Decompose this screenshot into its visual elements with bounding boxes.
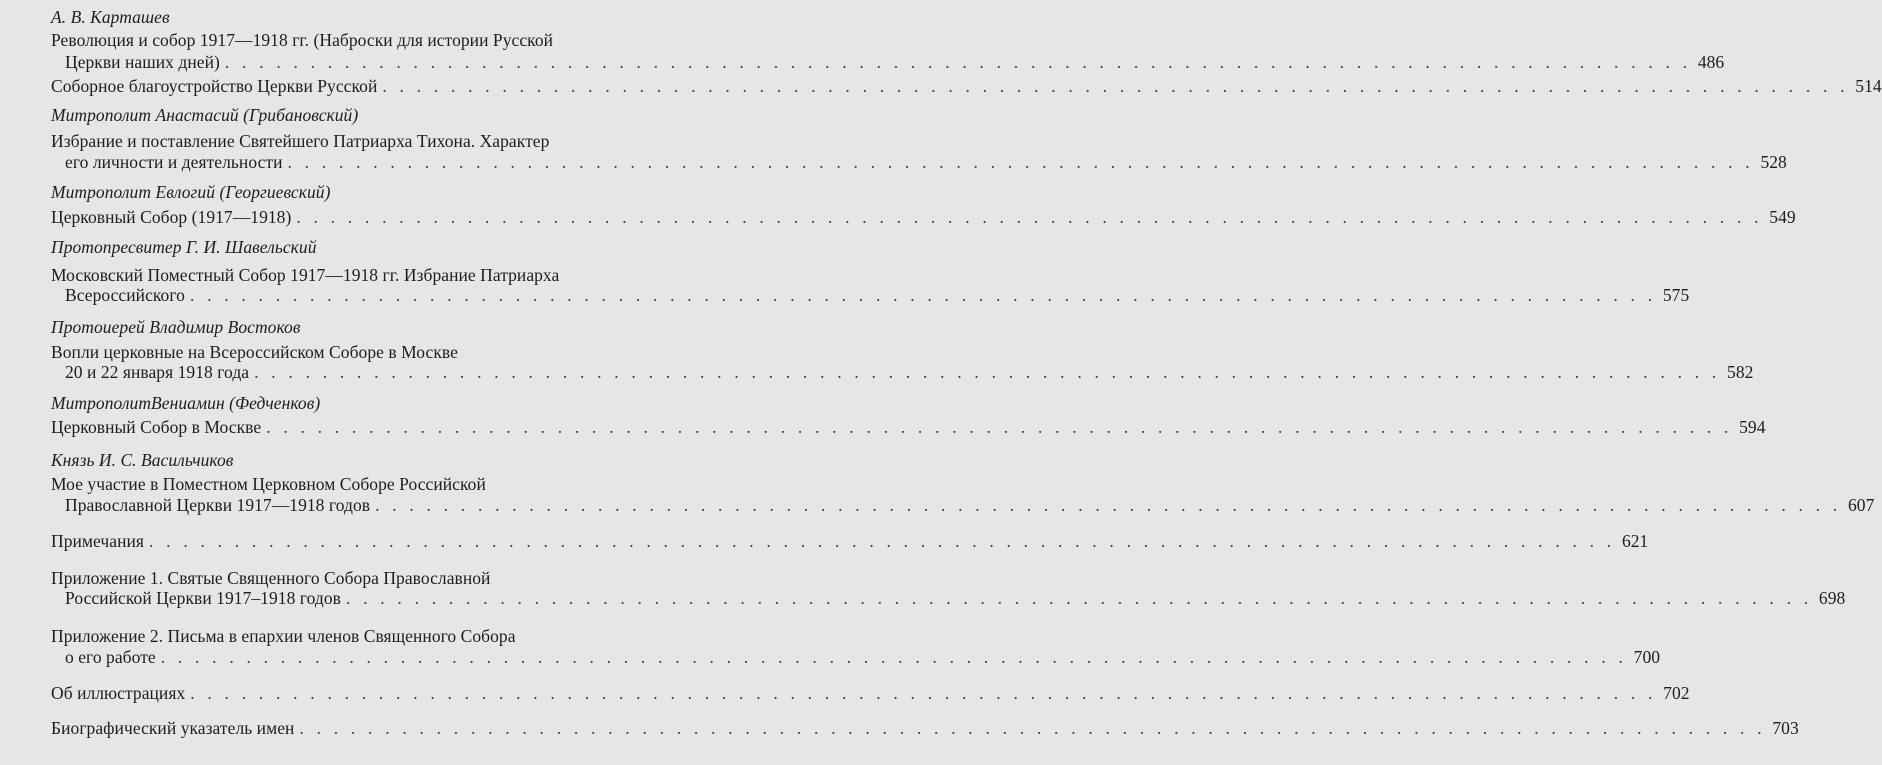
author-heading: А. В. Карташев — [51, 7, 170, 27]
toc-entry-title: Церковный Собор в Москве — [51, 417, 262, 437]
toc-entry-line — [51, 206, 1796, 230]
author-heading: Протоиерей Владимир Востоков — [51, 317, 301, 337]
dot-leader: . . . . . . . . . . . . . . . . . . . . . . . . . . . . . . . . . . . . . . . . . . . . . . . . . . . . . . . . . . . . . . . . . . . . . . . . . . . . . . . . . . . . . . — [375, 495, 1842, 515]
toc-entry-title: о его работе — [65, 647, 156, 667]
toc-entry-line — [65, 494, 1875, 518]
author-heading: Митрополит Евлогий (Георгиевский) — [51, 182, 331, 202]
table-of-contents — [51, 0, 1882, 765]
dot-leader: . . . . . . . . . . . . . . . . . . . . . . . . . . . . . . . . . . . . . . . . . . . . . . . . . . . . . . . . . . . . . . . . . . . . . . . . . . . . . . . . . . . . . . — [254, 362, 1721, 382]
page-number: 575 — [1662, 285, 1690, 305]
toc-entry-title: Соборное благоустройство Церкви Русской — [51, 76, 378, 96]
dot-leader: . . . . . . . . . . . . . . . . . . . . . . . . . . . . . . . . . . . . . . . . . . . . . . . . . . . . . . . . . . . . . . . . . . . . . . . . . . . . . . . . . . . . . . — [345, 588, 1813, 608]
toc-entry-title: Об иллюстрациях — [51, 683, 186, 703]
toc-entry-line — [65, 151, 1787, 175]
toc-entry-title: 20 и 22 января 1918 года — [65, 362, 250, 382]
dot-leader: . . . . . . . . . . . . . . . . . . . . . . . . . . . . . . . . . . . . . . . . . . . . . . . . . . . . . . . . . . . . . . . . . . . . . . . . . . . . . . . . . . . . . . — [189, 285, 1657, 305]
page-number: 528 — [1760, 152, 1787, 172]
toc-entry-title: Избрание и поставление Святейшего Патриарха Тихона. Характер — [51, 131, 550, 151]
toc-entry-title: Церкви наших дней) — [65, 52, 220, 72]
toc-entry-title: Российской Церкви 1917–1918 годов — [65, 588, 341, 608]
dot-leader: . . . . . . . . . . . . . . . . . . . . . . . . . . . . . . . . . . . . . . . . . . . . . . . . . . . . . . . . . . . . . . . . . . . . . . . . . . . . . . . . . . . . . . — [190, 683, 1657, 703]
toc-entry-title: Православной Церкви 1917—1918 годов — [65, 495, 371, 515]
toc-entry-line — [51, 682, 1690, 706]
toc-entry-line — [65, 646, 1661, 670]
toc-entry-line — [51, 29, 637, 53]
page-number: 702 — [1663, 683, 1690, 703]
toc-entry-line — [51, 717, 1799, 741]
toc-entry-title: Приложение 1. Святые Священного Собора Православной — [51, 568, 491, 588]
toc-entry-line — [51, 416, 1766, 440]
page-number: 703 — [1772, 718, 1799, 738]
page-number: 582 — [1727, 362, 1754, 382]
page-number: 594 — [1739, 417, 1766, 437]
dot-leader: . . . . . . . . . . . . . . . . . . . . . . . . . . . . . . . . . . . . . . . . . . . . . . . . . . . . . . . . . . . . . . . . . . . . . . . . . . . . . . . . . . . . . . — [299, 718, 1766, 738]
toc-entry-title: его личности и деятельности — [65, 152, 283, 172]
toc-entry-title: Всероссийского — [65, 285, 185, 305]
dot-leader: . . . . . . . . . . . . . . . . . . . . . . . . . . . . . . . . . . . . . . . . . . . . . . . . . . . . . . . . . . . . . . . . . . . . . . . . . . . . . . . . . . . . . . — [149, 531, 1616, 551]
toc-entry-line — [65, 587, 1846, 611]
toc-entry-line — [65, 51, 1725, 75]
page-number: 700 — [1633, 647, 1661, 667]
toc-entry-line — [65, 284, 1690, 308]
page-number: 549 — [1769, 207, 1796, 227]
dot-leader: . . . . . . . . . . . . . . . . . . . . . . . . . . . . . . . . . . . . . . . . . . . . . . . . . . . . . . . . . . . . . . . . . . . . . . . . . . . . . . . . . . . . . . — [287, 152, 1754, 172]
page-number: 514 — [1855, 76, 1882, 96]
toc-entry-title: Примечания — [51, 531, 145, 551]
author-heading: Протопресвитер Г. И. Шавельский — [51, 237, 317, 257]
dot-leader: . . . . . . . . . . . . . . . . . . . . . . . . . . . . . . . . . . . . . . . . . . . . . . . . . . . . . . . . . . . . . . . . . . . . . . . . . . . . . . . . . . . . . . — [296, 207, 1763, 227]
toc-entry-line — [65, 361, 1754, 385]
toc-entry-line — [51, 530, 1649, 554]
toc-entry-title: Приложение 2. Письма в епархии членов Священного Собора — [51, 626, 516, 646]
toc-entry-line — [51, 75, 1882, 99]
dot-leader: . . . . . . . . . . . . . . . . . . . . . . . . . . . . . . . . . . . . . . . . . . . . . . . . . . . . . . . . . . . . . . . . . . . . . . . . . . . . . . . . . . . . . . — [160, 647, 1628, 667]
dot-leader: . . . . . . . . . . . . . . . . . . . . . . . . . . . . . . . . . . . . . . . . . . . . . . . . . . . . . . . . . . . . . . . . . . . . . . . . . . . . . . . . . . . . . . — [224, 52, 1692, 72]
page-number: 621 — [1621, 531, 1649, 551]
toc-entry-title: Революция и собор 1917—1918 гг. (Наброски для истории Русской — [51, 30, 554, 50]
toc-entry-title: Мое участие в Поместном Церковном Соборе Российской — [51, 474, 486, 494]
author-heading: Митрополит Анастасий (Грибановский) — [51, 105, 359, 125]
author-heading: Князь И. С. Васильчиков — [51, 450, 234, 470]
page-number: 698 — [1818, 588, 1846, 608]
toc-entry-title: Церковный Собор (1917—1918) — [51, 207, 292, 227]
author-heading: МитрополитВениамин (Федченков) — [51, 393, 321, 413]
page-number: 486 — [1697, 52, 1725, 72]
toc-entry-title: Вопли церковные на Всероссийском Соборе в Москве — [51, 342, 458, 362]
toc-entry-title: Московский Поместный Собор 1917—1918 гг. Избрание Патриарха — [51, 265, 560, 285]
dot-leader: . . . . . . . . . . . . . . . . . . . . . . . . . . . . . . . . . . . . . . . . . . . . . . . . . . . . . . . . . . . . . . . . . . . . . . . . . . . . . . . . . . . . . . — [382, 76, 1849, 96]
toc-entry-title: Биографический указатель имен — [51, 718, 295, 738]
page-number: 607 — [1847, 495, 1875, 515]
dot-leader: . . . . . . . . . . . . . . . . . . . . . . . . . . . . . . . . . . . . . . . . . . . . . . . . . . . . . . . . . . . . . . . . . . . . . . . . . . . . . . . . . . . . . . — [266, 417, 1733, 437]
